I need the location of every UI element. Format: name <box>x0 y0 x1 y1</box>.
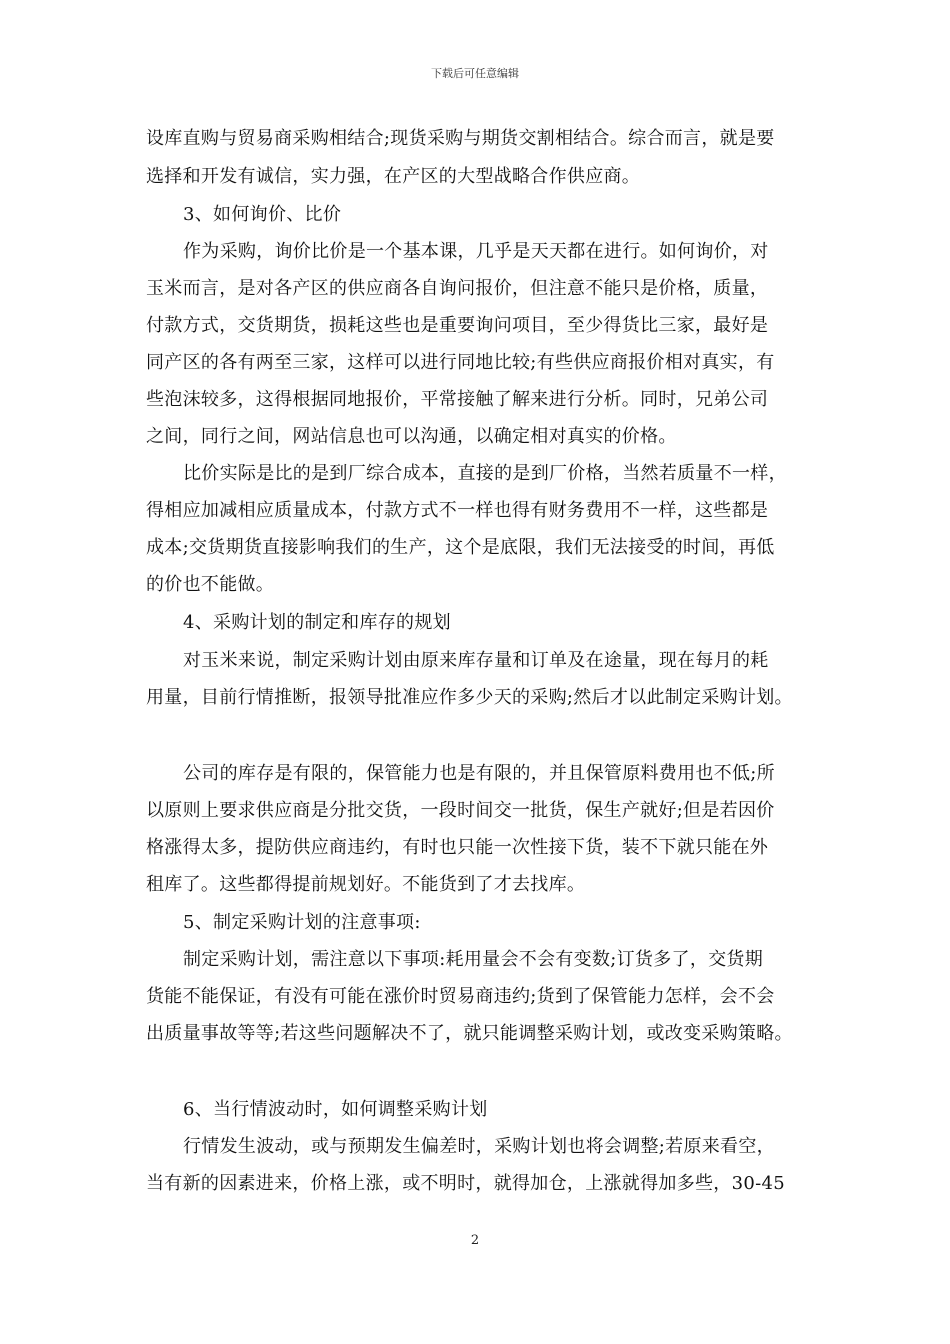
text-line: 些泡沫较多，这得根据同地报价，平常接触了解来进行分析。同时，兄弟公司 <box>146 389 769 410</box>
text-line: 的价也不能做。 <box>146 574 275 595</box>
text-line: 选择和开发有诚信，实力强，在产区的大型战略合作供应商。 <box>146 166 641 187</box>
text-line: 行情发生波动，或与预期发生偏差时，采购计划也将会调整;若原来看空， <box>183 1136 775 1157</box>
text-line: 格涨得太多，提防供应商违约，有时也只能一次性接下货，装不下就只能在外 <box>146 837 769 858</box>
page-header: 下载后可任意编辑 <box>431 67 519 80</box>
text-line: 作为采购，询价比价是一个基本课，几乎是天天都在进行。如何询价，对 <box>183 241 769 262</box>
text-line: 当有新的因素进来，价格上涨，或不明时，就得加仓，上涨就得加多些，30-45 <box>146 1173 785 1194</box>
text-line: 制定采购计划，需注意以下事项:耗用量会不会有变数;订货多了，交货期 <box>183 949 764 970</box>
section-heading: 6、当行情波动时，如何调整采购计划 <box>183 1099 488 1120</box>
text-line: 出质量事故等等;若这些问题解决不了，就只能调整采购计划，或改变采购策略。 <box>146 1023 793 1044</box>
text-line: 租库了。这些都得提前规划好。不能货到了才去找库。 <box>146 874 586 895</box>
text-line: 以原则上要求供应商是分批交货，一段时间交一批货，保生产就好;但是若因价 <box>146 800 775 821</box>
text-line: 设库直购与贸易商采购相结合;现货采购与期货交割相结合。综合而言，就是要 <box>146 128 775 149</box>
section-heading: 5、制定采购计划的注意事项: <box>183 912 421 933</box>
page-number: 2 <box>470 1233 480 1248</box>
text-line: 货能不能保证，有没有可能在涨价时贸易商违约;货到了保管能力怎样，会不会 <box>146 986 775 1007</box>
section-heading: 4、采购计划的制定和库存的规划 <box>183 612 451 633</box>
text-line: 玉米而言，是对各产区的供应商各自询问报价，但注意不能只是价格，质量， <box>146 278 769 299</box>
text-line: 比价实际是比的是到厂综合成本，直接的是到厂价格，当然若质量不一样， <box>183 463 787 484</box>
text-line: 公司的库存是有限的，保管能力也是有限的，并且保管原料费用也不低;所 <box>183 763 775 784</box>
text-line: 付款方式，交货期货，损耗这些也是重要询问项目，至少得货比三家，最好是 <box>146 315 769 336</box>
text-line: 用量，目前行情推断，报领导批准应作多少天的采购;然后才以此制定采购计划。 <box>146 687 793 708</box>
text-line: 成本;交货期货直接影响我们的生产，这个是底限，我们无法接受的时间，再低 <box>146 537 775 558</box>
text-line: 对玉米来说，制定采购计划由原来库存量和订单及在途量，现在每月的耗 <box>183 650 769 671</box>
text-line: 之间，同行之间，网站信息也可以沟通，以确定相对真实的价格。 <box>146 426 677 447</box>
section-heading: 3、如何询价、比价 <box>183 204 342 225</box>
text-line: 得相应加减相应质量成本，付款方式不一样也得有财务费用不一样，这些都是 <box>146 500 769 521</box>
text-line: 同产区的各有两至三家，这样可以进行同地比较;有些供应商报价相对真实，有 <box>146 352 775 373</box>
